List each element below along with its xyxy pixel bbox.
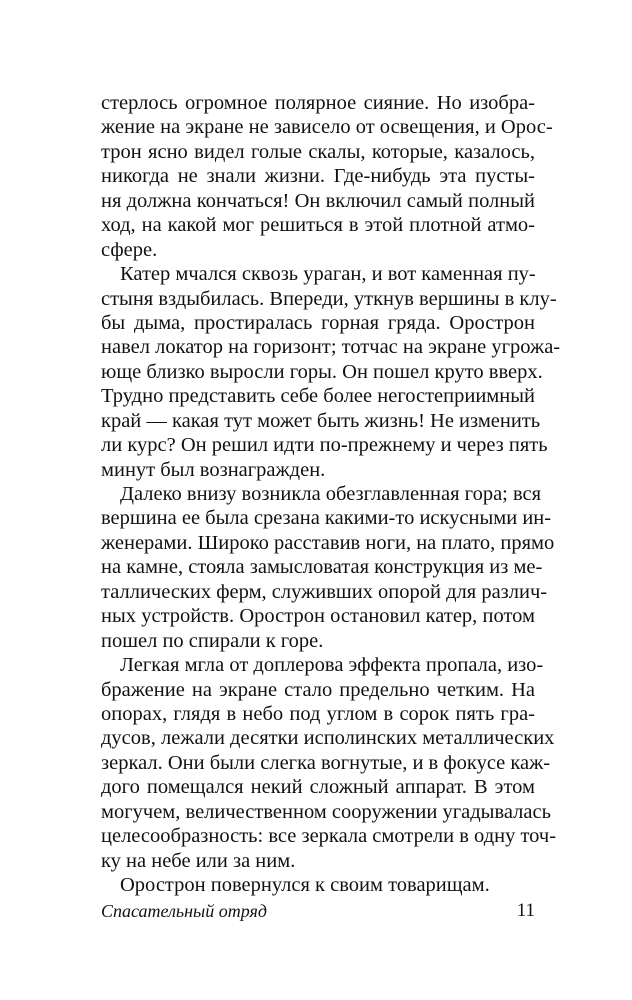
paragraph-1: [101, 91, 553, 262]
text-line: ку на небе или за ним.: [101, 849, 296, 872]
running-title: Спасательный отряд: [101, 901, 267, 921]
text-line: бы дыма, простиралась горная гряда. Орострон: [101, 311, 535, 334]
paragraph-4: [101, 653, 557, 873]
text-line: бражение на экране стало предельно четким. На: [101, 678, 535, 701]
text-line: стыня вздыбилась. Впереди, уткнув вершины в клу-: [101, 287, 557, 310]
text-line: Трудно представить себе более негостеприимный: [101, 385, 535, 408]
paragraph-3: [101, 482, 555, 653]
paragraph-5: [101, 873, 535, 897]
text-line: навел локатор на горизонт; тотчас на экране угрожа-: [101, 336, 561, 359]
paragraph-2: [101, 262, 561, 482]
text-line: таллических ферм, служивших опорой для различ-: [101, 580, 548, 603]
text-line: на камне, стояла замысловатая конструкция из ме-: [101, 556, 543, 579]
text-line: никогда не знали жизни. Где-нибудь эта пусты-: [101, 165, 535, 188]
text-line: сфере.: [101, 238, 158, 261]
page-footer: [101, 898, 535, 924]
text-line: женерами. Широко расставив ноги, на плато, прямо: [101, 531, 555, 554]
text-line: Далеко внизу возникла обезглавленная гора; вся: [120, 483, 542, 505]
body-text: [101, 91, 561, 897]
text-line: дого помещался некий сложный аппарат. В этом: [101, 776, 535, 799]
text-line: дусов, лежали десятки исполинских металлических: [101, 727, 555, 750]
text-line: юще близко выросли горы. Он пошел круто вверх.: [101, 360, 543, 383]
text-line: зеркал. Они были слегка вогнутые, и в фокусе каж-: [101, 751, 551, 774]
text-line: пошел по спирали к горе.: [101, 629, 324, 652]
text-line: ных устройств. Орострон остановил катер, потом: [101, 605, 535, 628]
text-line: ня должна кончаться! Он включил самый полный: [101, 189, 535, 212]
text-line: Орострон повернулся к своим товарищам.: [120, 874, 490, 896]
text-line: Легкая мгла от доплерова эффекта пропала, изо-: [120, 654, 544, 677]
text-line: жение на экране не зависело от освещения, и Орос-: [101, 116, 553, 139]
text-line: целесообразность: все зеркала смотрели в одну точ-: [101, 825, 557, 848]
text-line: ли курс? Он решил идти по-прежнему и через пять: [101, 434, 548, 457]
text-line: могучем, величественном сооружении угадывалась: [101, 800, 551, 823]
text-line: минут был вознагражден.: [101, 458, 326, 481]
text-line: край — какая тут может быть жизнь! Не изменить: [101, 409, 541, 432]
text-line: вершина ее была срезана какими-то искусными ин-: [101, 507, 552, 530]
text-line: стерлось огромное полярное сияние. Но изобра-: [101, 92, 535, 114]
text-line: опорах, глядя в небо под углом в сорок пять гра-: [101, 702, 535, 725]
text-line: ход, на какой мог решиться в этой плотной атмо-: [101, 214, 535, 237]
text-line: Катер мчался сквозь ураган, и вот каменная пу-: [120, 263, 536, 286]
page-number: 11: [516, 900, 535, 921]
text-line: трон ясно видел голые скалы, которые, казалось,: [101, 140, 535, 163]
